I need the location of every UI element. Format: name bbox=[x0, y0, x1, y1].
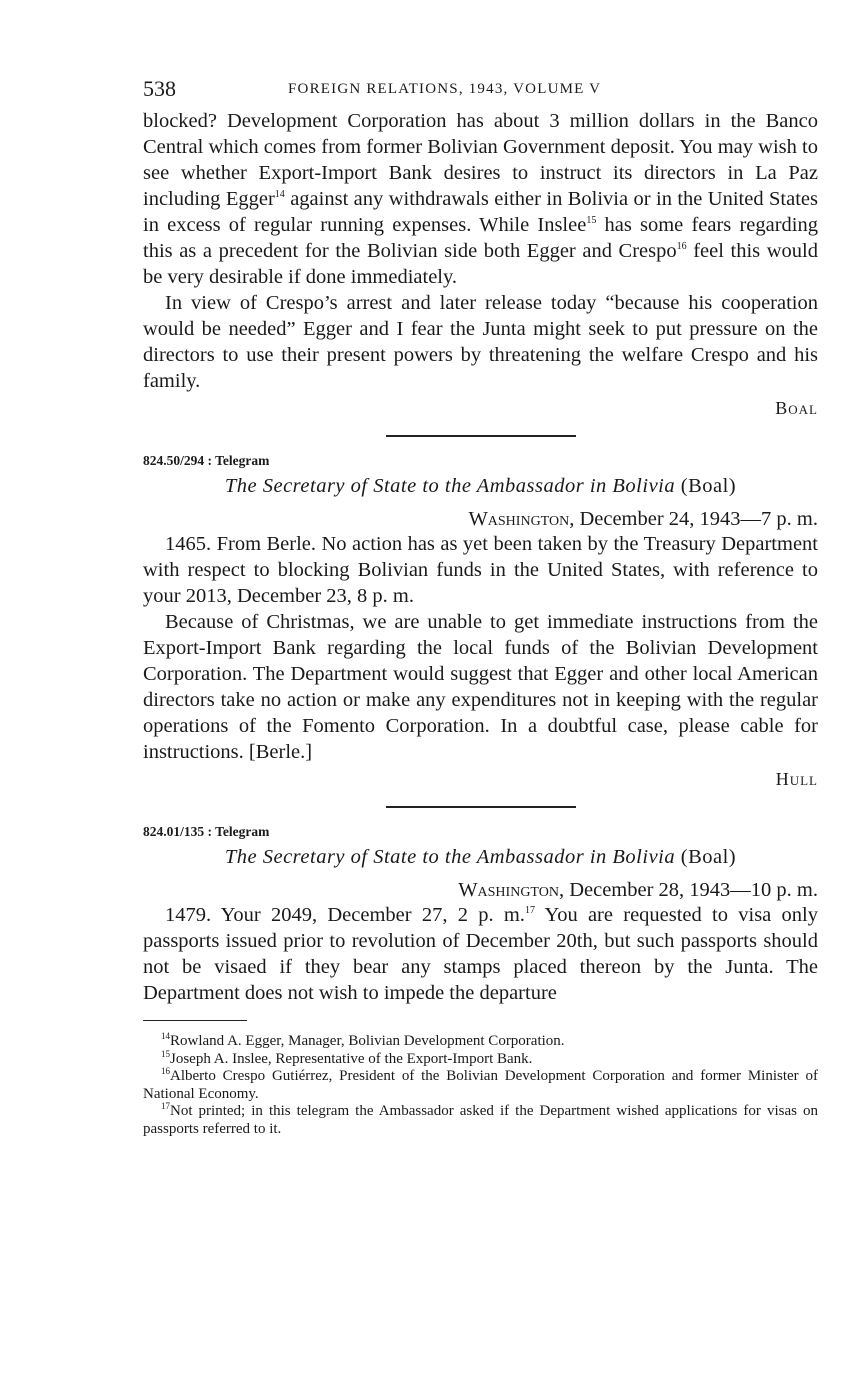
text-run: 1479. Your 2049, December 27, 2 p. m. bbox=[165, 904, 525, 926]
footnote-ref: 17 bbox=[524, 905, 535, 916]
footnote-divider bbox=[143, 1020, 247, 1021]
dateline-date: , December 24, 1943—7 p. m. bbox=[569, 508, 818, 530]
document-page bbox=[143, 72, 818, 1138]
document-title bbox=[143, 475, 818, 498]
text-run: You are requested to visa only passports issued prior to revolution of December 20th, but such passports should not be visaed if they bear any stamps placed thereon by the Junta. The Department does not wish to impede the departure bbox=[143, 904, 818, 1004]
footnote-text: Joseph A. Inslee, Representative of the Export-Import Bank. bbox=[170, 1050, 533, 1067]
section-divider bbox=[386, 435, 576, 437]
footnote-text: Alberto Crespo Gutiérrez, President of the Bolivian Development Corporation and former Minister of National Economy. bbox=[143, 1068, 818, 1102]
signature-boal: Boal bbox=[775, 398, 818, 418]
text-run: feel this would be very desirable if done immediately. bbox=[143, 240, 818, 288]
file-number: 824.01/135 : Telegram bbox=[143, 824, 270, 839]
title-text: The Secretary of State to the Ambassador in Bolivia bbox=[224, 475, 676, 497]
footnote-ref: 16 bbox=[676, 241, 687, 252]
page-number: 538 bbox=[143, 76, 176, 101]
continuation-paragraph bbox=[143, 108, 818, 290]
footnote-number: 16 bbox=[161, 1066, 170, 1076]
footnote-number: 15 bbox=[161, 1048, 170, 1059]
footnotes bbox=[143, 1033, 818, 1138]
file-number: 824.50/294 : Telegram bbox=[143, 453, 270, 468]
dateline bbox=[143, 508, 818, 531]
footnote bbox=[143, 1068, 818, 1103]
dateline-place: Washington bbox=[468, 508, 570, 530]
page-header bbox=[143, 72, 818, 108]
dateline-place: Washington bbox=[458, 879, 559, 901]
text-run: blocked? Development Corporation has about 3 million dollars in the Banco Central which comes from former Bolivian Government deposit. You may wish to see whether Export-Import Bank desires to instruct its directors in La Paz including Egger bbox=[143, 110, 818, 210]
dateline-date: , December 28, 1943—10 p. m. bbox=[558, 879, 818, 901]
footnote bbox=[143, 1048, 818, 1069]
footnote-number: 14 bbox=[161, 1031, 170, 1041]
continuation-paragraph-2: In view of Crespo’s arrest and later release today “because his cooperation would be needed” Egger and I fear the Junta might seek to put pressure on the directors to use their present powers by threatening the welfare Crespo and his family. bbox=[143, 292, 818, 392]
footnote-text: Rowland A. Egger, Manager, Bolivian Development Corporation. bbox=[170, 1033, 565, 1049]
text-run: against any withdrawals either in Bolivia or in the United States in excess of regular running expenses. While Inslee bbox=[143, 188, 818, 236]
title-text: The Secretary of State to the Ambassador in Bolivia bbox=[224, 846, 676, 868]
section-divider bbox=[386, 806, 576, 808]
footnote-number: 17 bbox=[161, 1101, 170, 1111]
text-run: has some fears regarding this as a precedent for the Bolivian side both Egger and Crespo bbox=[143, 214, 819, 262]
footnote bbox=[143, 1103, 818, 1138]
telegram-paragraph: Because of Christmas, we are unable to get immediate instructions from the Export-Import Bank regarding the local funds of the Bolivian Development Corporation. The Department would suggest that Egger and other local American directors take no action or make any expenditures not in keeping with the regular operations of the Fomento Corporation. In a doubtful case, please cable for instructions. [Berle.] bbox=[143, 611, 818, 763]
footnote bbox=[143, 1033, 818, 1051]
telegram-paragraph: 1465. From Berle. No action has as yet been taken by the Treasury Department with respect to blocking Bolivian funds in the United States, with reference to your 2013, December 23, 8 p. m. bbox=[143, 533, 818, 607]
title-paren: (Boal) bbox=[680, 475, 737, 497]
footnote-text: Not printed; in this telegram the Ambassador asked if the Department wished applications for visas on passports referred to it. bbox=[143, 1103, 818, 1137]
title-paren: (Boal) bbox=[680, 846, 737, 868]
running-head: FOREIGN RELATIONS, 1943, VOLUME V bbox=[288, 81, 602, 97]
telegram-paragraph bbox=[143, 902, 818, 1006]
dateline bbox=[143, 879, 818, 902]
footnote-ref: 14 bbox=[274, 189, 285, 200]
document-title bbox=[143, 846, 818, 869]
footnote-ref: 15 bbox=[586, 215, 597, 226]
signature-hull: Hull bbox=[775, 769, 818, 789]
